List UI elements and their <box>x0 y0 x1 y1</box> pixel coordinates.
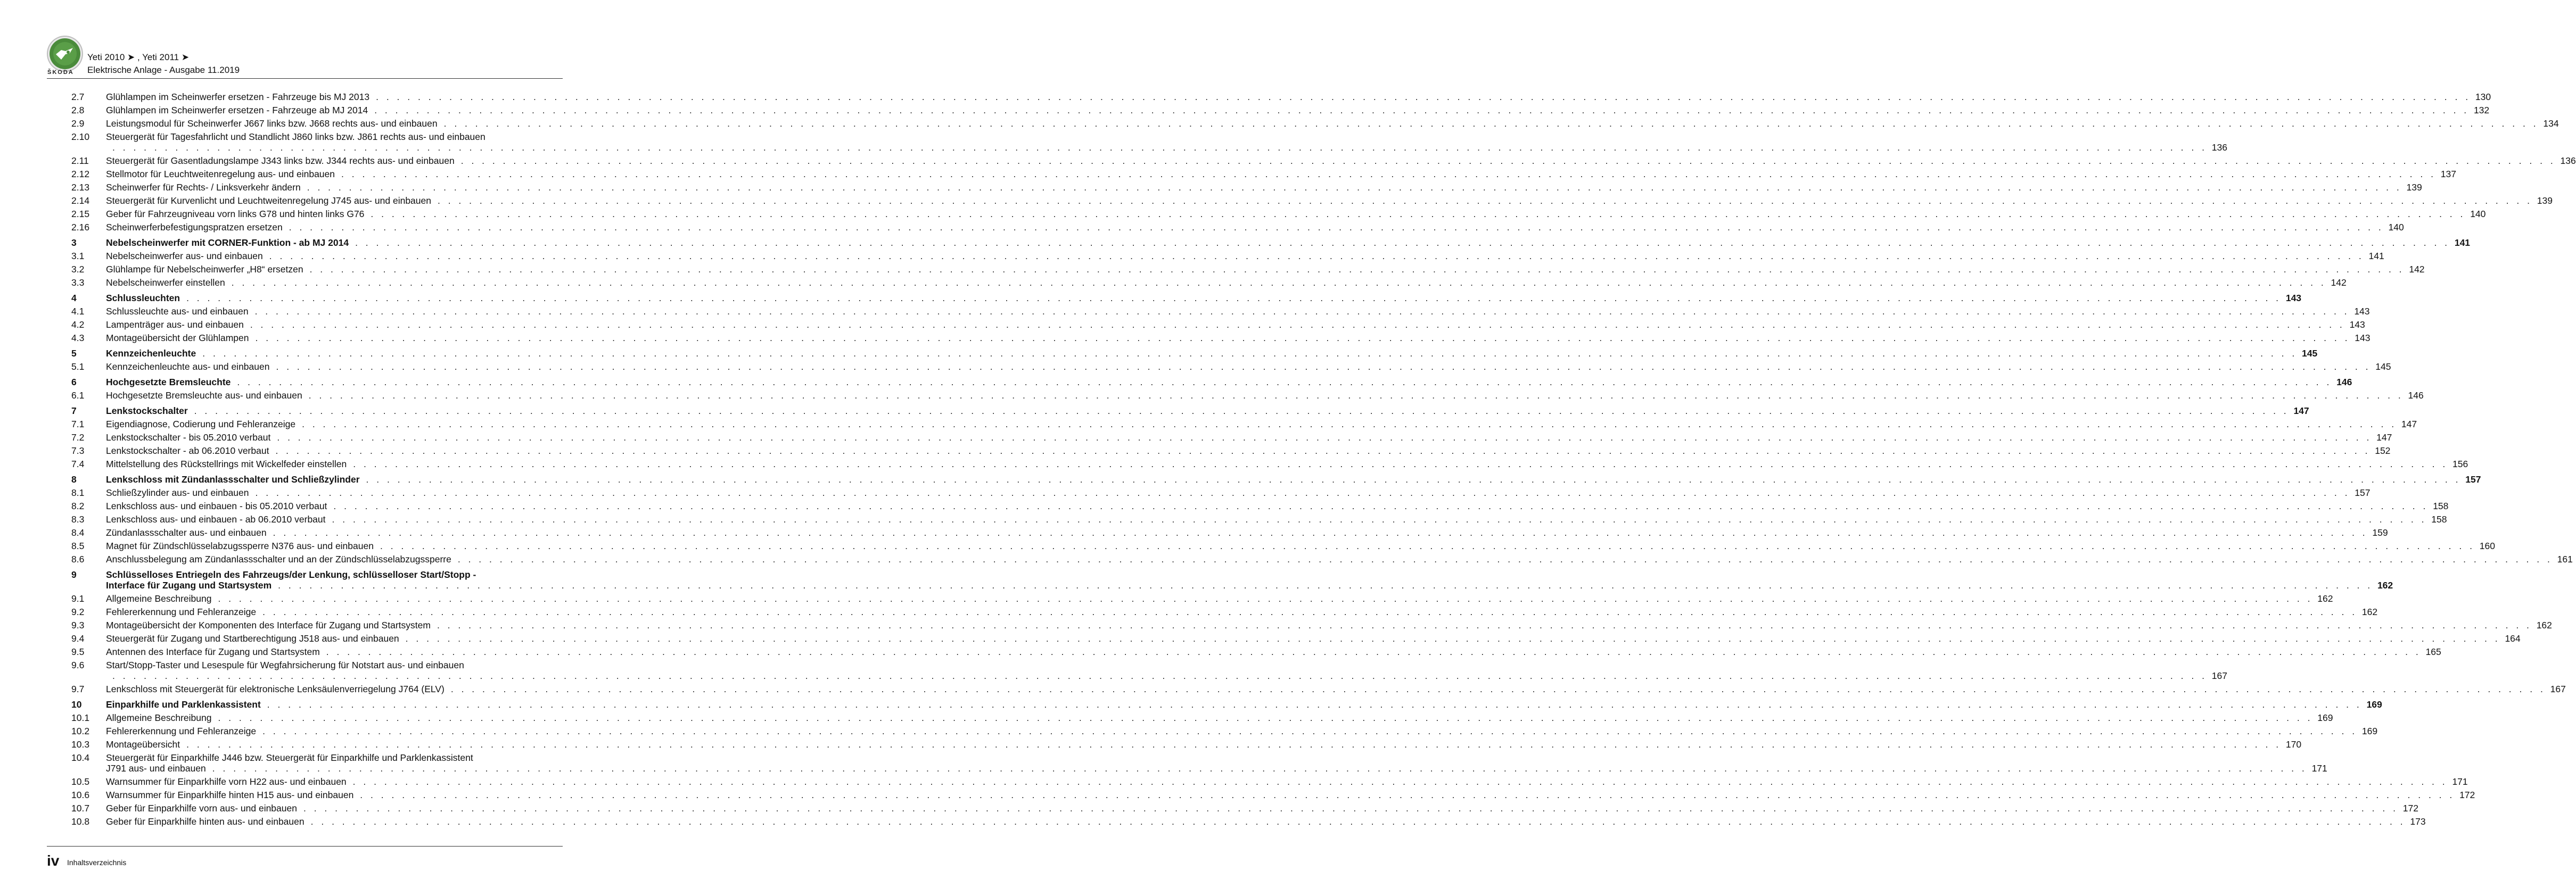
toc-entry-page: 143 <box>2355 333 2371 343</box>
toc-entry-page: 169 <box>2317 712 2333 723</box>
toc-entry-page: 130 <box>2475 92 2491 102</box>
dot-leader: . . . . . . . . . . . . . . . . . . . . . . . . . . . . . . . . . . . . . . . . . . . . . . . . . . . . . . . . . . . . . . . . . . . . . . . . . . . . . . . . . . . . . . . . . . . . . . . . . . . . . . . . . . . . . . . . . . . . . . . . . . . . . . . . . . . . . . . . . . . . . . . . . . . . . . . . . . . . . . . . . . . . . . . . . . . . . . . . . . . . . . . . . . . . . . . . . . . . . . . . <box>269 251 2364 261</box>
toc-entry-title: Allgemeine Beschreibung <box>106 712 212 723</box>
toc-entry-number: 2.13 <box>71 182 90 193</box>
toc-entry-page: 142 <box>2409 264 2425 275</box>
toc-entry-title: Lampenträger aus- und einbauen <box>106 319 244 330</box>
toc-entry-page: 145 <box>2301 348 2318 359</box>
dot-leader: . . . . . . . . . . . . . . . . . . . . . . . . . . . . . . . . . . . . . . . . . . . . . . . . . . . . . . . . . . . . . . . . . . . . . . . . . . . . . . . . . . . . . . . . . . . . . . . . . . . . . . . . . . . . . . . . . . . . . . . . . . . . . . . . . . . . . . . . . . . . . . . . . . . . . . . . . . . . . . . . . . . . . . . . . . . . . . . . . . . . . . . . . . . . . . . . . . . . . . . . <box>212 763 2307 774</box>
toc-entry-number: 2.7 <box>71 92 85 102</box>
toc-entry-number: 7.4 <box>71 459 85 469</box>
toc-entry-title: Magnet für Zündschlüsselabzugssperre N376 aus- und einbauen <box>106 541 374 551</box>
toc-entry-page: 157 <box>2355 487 2371 498</box>
toc-entry-number: 9.3 <box>71 620 85 630</box>
toc-entry-title: Fehlererkennung und Fehleranzeige <box>106 607 257 617</box>
model-title: Yeti 2010 ➤ , Yeti 2011 ➤ <box>87 52 190 62</box>
toc-entry-title: Einparkhilfe und Parklenkassistent <box>106 699 261 710</box>
toc-entry-number: 9 <box>71 569 77 580</box>
dot-leader: . . . . . . . . . . . . . . . . . . . . . . . . . . . . . . . . . . . . . . . . . . . . . . . . . . . . . . . . . . . . . . . . . . . . . . . . . . . . . . . . . . . . . . . . . . . . . . . . . . . . . . . . . . . . . . . . . . . . . . . . . . . . . . . . . . . . . . . . . . . . . . . . . . . . . . . . . . . . . . . . . . . . . . . . . . . . . . . . . . . . . . . . . . . . . . . . . . . . . . . . <box>267 699 2362 710</box>
dot-leader: . . . . . . . . . . . . . . . . . . . . . . . . . . . . . . . . . . . . . . . . . . . . . . . . . . . . . . . . . . . . . . . . . . . . . . . . . . . . . . . . . . . . . . . . . . . . . . . . . . . . . . . . . . . . . . . . . . . . . . . . . . . . . . . . . . . . . . . . . . . . . . . . . . . . . . . . . . . . . . . . . . . . . . . . . . . . . . . . . . . . . . . . . . . . . . . . . . . . . . . . <box>437 195 2532 206</box>
toc-entry-number: 10.7 <box>71 803 90 814</box>
toc-entry-page: 147 <box>2293 405 2309 416</box>
toc-entry-page: 159 <box>2372 527 2388 538</box>
toc-entry-title: Nebelscheinwerfer aus- und einbauen <box>106 251 263 261</box>
toc-entry-number: 10.3 <box>71 739 90 750</box>
toc-entry-page: 162 <box>2536 620 2552 630</box>
toc-entry-title: Glühlampe für Nebelscheinwerfer „H8“ ersetzen <box>106 264 303 275</box>
toc-entry-title: Kennzeichenleuchte <box>106 348 196 359</box>
skoda-logo-icon <box>50 38 80 69</box>
dot-leader: . . . . . . . . . . . . . . . . . . . . . . . . . . . . . . . . . . . . . . . . . . . . . . . . . . . . . . . . . . . . . . . . . . . . . . . . . . . . . . . . . . . . . . . . . . . . . . . . . . . . . . . . . . . . . . . . . . . . . . . . . . . . . . . . . . . . . . . . . . . . . . . . . . . . . . . . . . . . . . . . . . . . . . . . . . . . . . . . . . . . . . . . . . . . . . . . . . . . . . . . <box>303 803 2398 814</box>
toc-entry-number: 3.1 <box>71 251 85 261</box>
toc-entry-number: 4.3 <box>71 333 85 343</box>
toc-entry-number: 8.3 <box>71 514 85 525</box>
toc-entry-page: 132 <box>2473 105 2490 115</box>
dot-leader: . . . . . . . . . . . . . . . . . . . . . . . . . . . . . . . . . . . . . . . . . . . . . . . . . . . . . . . . . . . . . . . . . . . . . . . . . . . . . . . . . . . . . . . . . . . . . . . . . . . . . . . . . . . . . . . . . . . . . . . . . . . . . . . . . . . . . . . . . . . . . . . . . . . . . . . . . . . . . . . . . . . . . . . . . . . . . . . . . . . . . . . . . . . . . . . . . . . . . . . . <box>278 580 2373 591</box>
dot-leader: . . . . . . . . . . . . . . . . . . . . . . . . . . . . . . . . . . . . . . . . . . . . . . . . . . . . . . . . . . . . . . . . . . . . . . . . . . . . . . . . . . . . . . . . . . . . . . . . . . . . . . . . . . . . . . . . . . . . . . . . . . . . . . . . . . . . . . . . . . . . . . . . . . . . . . . . . . . . . . . . . . . . . . . . . . . . . . . . . . . . . . . . . . . . . . . . . . . . . . . . <box>309 264 2405 275</box>
dot-leader: . . . . . . . . . . . . . . . . . . . . . . . . . . . . . . . . . . . . . . . . . . . . . . . . . . . . . . . . . . . . . . . . . . . . . . . . . . . . . . . . . . . . . . . . . . . . . . . . . . . . . . . . . . . . . . . . . . . . . . . . . . . . . . . . . . . . . . . . . . . . . . . . . . . . . . . . . . . . . . . . . . . . . . . . . . . . . . . . . . . . . . . . . . . . . . . . . . . . . . . . <box>353 459 2448 469</box>
toc-entry-page: 140 <box>2388 222 2404 233</box>
toc-entry-page: 136 <box>2560 155 2576 166</box>
dot-leader: . . . . . . . . . . . . . . . . . . . . . . . . . . . . . . . . . . . . . . . . . . . . . . . . . . . . . . . . . . . . . . . . . . . . . . . . . . . . . . . . . . . . . . . . . . . . . . . . . . . . . . . . . . . . . . . . . . . . . . . . . . . . . . . . . . . . . . . . . . . . . . . . . . . . . . . . . . . . . . . . . . . . . . . . . . . . . . . . . . . . . . . . . . . . . . . . . . . . . . . . <box>437 620 2532 630</box>
toc-entry-number: 4.2 <box>71 319 85 330</box>
toc-entry-title: Lenkstockschalter - bis 05.2010 verbaut <box>106 432 271 443</box>
dot-leader: . . . . . . . . . . . . . . . . . . . . . . . . . . . . . . . . . . . . . . . . . . . . . . . . . . . . . . . . . . . . . . . . . . . . . . . . . . . . . . . . . . . . . . . . . . . . . . . . . . . . . . . . . . . . . . . . . . . . . . . . . . . . . . . . . . . . . . . . . . . . . . . . . . . . . . . . . . . . . . . . . . . . . . . . . . . . . . . . . . . . . . . . . . . . . . . . . . . . . . . . <box>289 222 2384 233</box>
toc-entry-number: 10.2 <box>71 726 90 736</box>
dot-leader: . . . . . . . . . . . . . . . . . . . . . . . . . . . . . . . . . . . . . . . . . . . . . . . . . . . . . . . . . . . . . . . . . . . . . . . . . . . . . . . . . . . . . . . . . . . . . . . . . . . . . . . . . . . . . . . . . . . . . . . . . . . . . . . . . . . . . . . . . . . . . . . . . . . . . . . . . . . . . . . . . . . . . . . . . . . . . . . . . . . . . . . . . . . . . . . . . . . . . . . . <box>273 527 2368 538</box>
dot-leader: . . . . . . . . . . . . . . . . . . . . . . . . . . . . . . . . . . . . . . . . . . . . . . . . . . . . . . . . . . . . . . . . . . . . . . . . . . . . . . . . . . . . . . . . . . . . . . . . . . . . . . . . . . . . . . . . . . . . . . . . . . . . . . . . . . . . . . . . . . . . . . . . . . . . . . . . . . . . . . . . . . . . . . . . . . . . . . . . . . . . . . . . . . . . . . . . . . . . . . . . <box>194 405 2289 416</box>
dot-leader: . . . . . . . . . . . . . . . . . . . . . . . . . . . . . . . . . . . . . . . . . . . . . . . . . . . . . . . . . . . . . . . . . . . . . . . . . . . . . . . . . . . . . . . . . . . . . . . . . . . . . . . . . . . . . . . . . . . . . . . . . . . . . . . . . . . . . . . . . . . . . . . . . . . . . . . . . . . . . . . . . . . . . . . . . . . . . . . . . . . . . . . . . . . . . . . . . . . . . . . . <box>262 726 2358 736</box>
toc-entry-title: Steuergerät für Einparkhilfe J446 bzw. Steuergerät für Einparkhilfe und Parklenkassistent <box>106 752 473 763</box>
toc-entry-title: Anschlussbelegung am Zündanlassschalter und an der Zündschlüsselabzugssperre <box>106 554 451 565</box>
toc-entry-title: Lenkstockschalter - ab 06.2010 verbaut <box>106 445 269 456</box>
toc-entry-title: Scheinwerferbefestigungspratzen ersetzen <box>106 222 283 233</box>
toc-entry-page: 171 <box>2452 776 2468 787</box>
toc-entry-number: 9.5 <box>71 646 85 657</box>
toc-entry-page: 164 <box>2505 633 2521 644</box>
toc-entry-number: 6 <box>71 377 77 387</box>
toc-entry-number: 7.1 <box>71 419 85 429</box>
dot-leader: . . . . . . . . . . . . . . . . . . . . . . . . . . . . . . . . . . . . . . . . . . . . . . . . . . . . . . . . . . . . . . . . . . . . . . . . . . . . . . . . . . . . . . . . . . . . . . . . . . . . . . . . . . . . . . . . . . . . . . . . . . . . . . . . . . . . . . . . . . . . . . . . . . . . . . . . . . . . . . . . . . . . . . . . . . . . . . . . . . . . . . . . . . . . . . . . . . . . . . . . <box>443 118 2539 129</box>
toc-entry-title: Montageübersicht der Komponenten des Interface für Zugang und Startsystem <box>106 620 431 630</box>
dot-leader: . . . . . . . . . . . . . . . . . . . . . . . . . . . . . . . . . . . . . . . . . . . . . . . . . . . . . . . . . . . . . . . . . . . . . . . . . . . . . . . . . . . . . . . . . . . . . . . . . . . . . . . . . . . . . . . . . . . . . . . . . . . . . . . . . . . . . . . . . . . . . . . . . . . . . . . . . . . . . . . . . . . . . . . . . . . . . . . . . . . . . . . . . . . . . . . . . . . . . . . . <box>275 445 2371 456</box>
page-header <box>0 0 634 80</box>
toc-entry-title: Steuergerät für Gasentladungslampe J343 links bzw. J344 rechts aus- und einbauen <box>106 155 455 166</box>
dot-leader: . . . . . . . . . . . . . . . . . . . . . . . . . . . . . . . . . . . . . . . . . . . . . . . . . . . . . . . . . . . . . . . . . . . . . . . . . . . . . . . . . . . . . . . . . . . . . . . . . . . . . . . . . . . . . . . . . . . . . . . . . . . . . . . . . . . . . . . . . . . . . . . . . . . . . . . . . . . . . . . . . . . . . . . . . . . . . . . . . . . . . . . . . . . . . . . . . . . . . . . . <box>371 209 2466 219</box>
dot-leader: . . . . . . . . . . . . . . . . . . . . . . . . . . . . . . . . . . . . . . . . . . . . . . . . . . . . . . . . . . . . . . . . . . . . . . . . . . . . . . . . . . . . . . . . . . . . . . . . . . . . . . . . . . . . . . . . . . . . . . . . . . . . . . . . . . . . . . . . . . . . . . . . . . . . . . . . . . . . . . . . . . . . . . . . . . . . . . . . . . . . . . . . . . . . . . . . . . . . . . . . <box>262 607 2358 617</box>
toc-entry-title: Lenkschloss mit Zündanlassschalter und Schließzylinder <box>106 474 360 485</box>
toc-entry-number: 8.1 <box>71 487 85 498</box>
toc-entry-title: Antennen des Interface für Zugang und Startsystem <box>106 646 320 657</box>
toc-entry-page: 158 <box>2433 501 2449 511</box>
dot-leader: . . . . . . . . . . . . . . . . . . . . . . . . . . . . . . . . . . . . . . . . . . . . . . . . . . . . . . . . . . . . . . . . . . . . . . . . . . . . . . . . . . . . . . . . . . . . . . . . . . . . . . . . . . . . . . . . . . . . . . . . . . . . . . . . . . . . . . . . . . . . . . . . . . . . . . . . . . . . . . . . . . . . . . . . . . . . . . . . . . . . . . . . . . . . . . . . . . . . . . . . <box>112 142 2207 153</box>
dot-leader: . . . . . . . . . . . . . . . . . . . . . . . . . . . . . . . . . . . . . . . . . . . . . . . . . . . . . . . . . . . . . . . . . . . . . . . . . . . . . . . . . . . . . . . . . . . . . . . . . . . . . . . . . . . . . . . . . . . . . . . . . . . . . . . . . . . . . . . . . . . . . . . . . . . . . . . . . . . . . . . . . . . . . . . . . . . . . . . . . . . . . . . . . . . . . . . . . . . . . . . . <box>231 277 2326 288</box>
toc-entry-number: 10.8 <box>71 816 90 827</box>
toc-entry-number: 4.1 <box>71 306 85 317</box>
toc-entry-number: 3 <box>71 237 77 248</box>
toc-entry-number: 9.2 <box>71 607 85 617</box>
toc-entry-number: 7.3 <box>71 445 85 456</box>
toc-entry-number: 3.2 <box>71 264 85 275</box>
toc-entry-page: 172 <box>2402 803 2418 814</box>
toc-entry-page: 157 <box>2465 474 2481 485</box>
toc-entry-number: 8.5 <box>71 541 85 551</box>
dot-leader: . . . . . . . . . . . . . . . . . . . . . . . . . . . . . . . . . . . . . . . . . . . . . . . . . . . . . . . . . . . . . . . . . . . . . . . . . . . . . . . . . . . . . . . . . . . . . . . . . . . . . . . . . . . . . . . . . . . . . . . . . . . . . . . . . . . . . . . . . . . . . . . . . . . . . . . . . . . . . . . . . . . . . . . . . . . . . . . . . . . . . . . . . . . . . . . . . . . . . . . . <box>218 712 2313 723</box>
toc-entry-number: 2.15 <box>71 209 90 219</box>
toc-entry-page: 171 <box>2311 763 2327 774</box>
toc-entry-number: 2.14 <box>71 195 90 206</box>
dot-leader: . . . . . . . . . . . . . . . . . . . . . . . . . . . . . . . . . . . . . . . . . . . . . . . . . . . . . . . . . . . . . . . . . . . . . . . . . . . . . . . . . . . . . . . . . . . . . . . . . . . . . . . . . . . . . . . . . . . . . . . . . . . . . . . . . . . . . . . . . . . . . . . . . . . . . . . . . . . . . . . . . . . . . . . . . . . . . . . . . . . . . . . . . . . . . . . . . . . . . . . . <box>326 646 2421 657</box>
toc-entry-title: Schlussleuchte aus- und einbauen <box>106 306 249 317</box>
dot-leader: . . . . . . . . . . . . . . . . . . . . . . . . . . . . . . . . . . . . . . . . . . . . . . . . . . . . . . . . . . . . . . . . . . . . . . . . . . . . . . . . . . . . . . . . . . . . . . . . . . . . . . . . . . . . . . . . . . . . . . . . . . . . . . . . . . . . . . . . . . . . . . . . . . . . . . . . . . . . . . . . . . . . . . . . . . . . . . . . . . . . . . . . . . . . . . . . . . . . . . . . <box>255 487 2350 498</box>
dot-leader: . . . . . . . . . . . . . . . . . . . . . . . . . . . . . . . . . . . . . . . . . . . . . . . . . . . . . . . . . . . . . . . . . . . . . . . . . . . . . . . . . . . . . . . . . . . . . . . . . . . . . . . . . . . . . . . . . . . . . . . . . . . . . . . . . . . . . . . . . . . . . . . . . . . . . . . . . . . . . . . . . . . . . . . . . . . . . . . . . . . . . . . . . . . . . . . . . . . . . . . . <box>457 554 2553 565</box>
toc-entry-page: 145 <box>2375 361 2391 372</box>
toc-entry-page: 169 <box>2361 726 2378 736</box>
dot-leader: . . . . . . . . . . . . . . . . . . . . . . . . . . . . . . . . . . . . . . . . . . . . . . . . . . . . . . . . . . . . . . . . . . . . . . . . . . . . . . . . . . . . . . . . . . . . . . . . . . . . . . . . . . . . . . . . . . . . . . . . . . . . . . . . . . . . . . . . . . . . . . . . . . . . . . . . . . . . . . . . . . . . . . . . . . . . . . . . . . . . . . . . . . . . . . . . . . . . . . . . <box>376 92 2471 102</box>
toc-entry-title: Nebelscheinwerfer mit CORNER-Funktion - ab MJ 2014 <box>106 237 349 248</box>
dot-leader: . . . . . . . . . . . . . . . . . . . . . . . . . . . . . . . . . . . . . . . . . . . . . . . . . . . . . . . . . . . . . . . . . . . . . . . . . . . . . . . . . . . . . . . . . . . . . . . . . . . . . . . . . . . . . . . . . . . . . . . . . . . . . . . . . . . . . . . . . . . . . . . . . . . . . . . . . . . . . . . . . . . . . . . . . . . . . . . . . . . . . . . . . . . . . . . . . . . . . . . . <box>352 776 2448 787</box>
toc-entry-page: 160 <box>2479 541 2495 551</box>
toc-entry-title: Allgemeine Beschreibung <box>106 593 212 604</box>
toc-entry-title: Lenkstockschalter <box>106 405 188 416</box>
toc-entry-page: 143 <box>2354 306 2370 317</box>
toc-entry-page: 146 <box>2336 377 2352 387</box>
toc-entry-title: Leistungsmodul für Scheinwerfer J667 links bzw. J668 rechts aus- und einbauen <box>106 118 438 129</box>
toc-entry-number: 2.9 <box>71 118 85 129</box>
toc-entry-title: Steuergerät für Kurvenlicht und Leuchtweitenregelung J745 aus- und einbauen <box>106 195 431 206</box>
toc-entry-page: 137 <box>2440 169 2456 179</box>
winged-arrow-icon <box>50 38 80 69</box>
toc-entry-title: Zündanlassschalter aus- und einbauen <box>106 527 267 538</box>
toc-entry-page: 170 <box>2285 739 2302 750</box>
toc-entry-title: Mittelstellung des Rückstellrings mit Wickelfeder einstellen <box>106 459 347 469</box>
toc-entry-number: 8.6 <box>71 554 85 565</box>
toc-entry-number: 8 <box>71 474 77 485</box>
toc-entry-page: 172 <box>2459 790 2475 800</box>
dot-leader: . . . . . . . . . . . . . . . . . . . . . . . . . . . . . . . . . . . . . . . . . . . . . . . . . . . . . . . . . . . . . . . . . . . . . . . . . . . . . . . . . . . . . . . . . . . . . . . . . . . . . . . . . . . . . . . . . . . . . . . . . . . . . . . . . . . . . . . . . . . . . . . . . . . . . . . . . . . . . . . . . . . . . . . . . . . . . . . . . . . . . . . . . . . . . . . . . . . . . . . . <box>460 155 2556 166</box>
toc-entry-number: 10 <box>71 699 82 710</box>
toc-entry-number: 2.16 <box>71 222 90 233</box>
toc-entry-number: 10.1 <box>71 712 90 723</box>
toc-entry-title: Lenkschloss aus- und einbauen - bis 05.2010 verbaut <box>106 501 327 511</box>
page-number: iv <box>47 852 60 869</box>
toc-entry-title: Geber für Fahrzeugniveau vorn links G78 und hinten links G76 <box>106 209 365 219</box>
toc-entry-title: J791 aus- und einbauen <box>106 763 206 774</box>
toc-entry-title: Montageübersicht <box>106 739 180 750</box>
dot-leader: . . . . . . . . . . . . . . . . . . . . . . . . . . . . . . . . . . . . . . . . . . . . . . . . . . . . . . . . . . . . . . . . . . . . . . . . . . . . . . . . . . . . . . . . . . . . . . . . . . . . . . . . . . . . . . . . . . . . . . . . . . . . . . . . . . . . . . . . . . . . . . . . . . . . . . . . . . . . . . . . . . . . . . . . . . . . . . . . . . . . . . . . . . . . . . . . . . . . . . . . <box>355 237 2450 248</box>
toc-entry-title: Stellmotor für Leuchtweitenregelung aus- und einbauen <box>106 169 335 179</box>
dot-leader: . . . . . . . . . . . . . . . . . . . . . . . . . . . . . . . . . . . . . . . . . . . . . . . . . . . . . . . . . . . . . . . . . . . . . . . . . . . . . . . . . . . . . . . . . . . . . . . . . . . . . . . . . . . . . . . . . . . . . . . . . . . . . . . . . . . . . . . . . . . . . . . . . . . . . . . . . . . . . . . . . . . . . . . . . . . . . . . . . . . . . . . . . . . . . . . . . . . . . . . . <box>333 501 2429 511</box>
toc-entry-title: Scheinwerfer für Rechts- / Linksverkehr ändern <box>106 182 301 193</box>
dot-leader: . . . . . . . . . . . . . . . . . . . . . . . . . . . . . . . . . . . . . . . . . . . . . . . . . . . . . . . . . . . . . . . . . . . . . . . . . . . . . . . . . . . . . . . . . . . . . . . . . . . . . . . . . . . . . . . . . . . . . . . . . . . . . . . . . . . . . . . . . . . . . . . . . . . . . . . . . . . . . . . . . . . . . . . . . . . . . . . . . . . . . . . . . . . . . . . . . . . . . . . . <box>341 169 2436 179</box>
toc-entry-number: 2.10 <box>71 131 90 142</box>
toc-entry-title: Fehlererkennung und Fehleranzeige <box>106 726 257 736</box>
toc-entry-page: 169 <box>2366 699 2382 710</box>
toc-entry-number: 7 <box>71 405 77 416</box>
toc-entry-number: 5.1 <box>71 361 85 372</box>
toc-entry-number: 10.6 <box>71 790 90 800</box>
toc-entry-title: Geber für Einparkhilfe vorn aus- und einbauen <box>106 803 297 814</box>
toc-entry-page: 162 <box>2361 607 2378 617</box>
toc-entry-page: 152 <box>2375 445 2391 456</box>
toc-entry-title: Hochgesetzte Bremsleuchte aus- und einbauen <box>106 390 302 401</box>
toc-entry-page: 140 <box>2470 209 2486 219</box>
toc-entry-title: Start/Stopp-Taster und Lesespule für Wegfahrsicherung für Notstart aus- und einbauen <box>106 660 464 670</box>
toc-entry-page: 147 <box>2401 419 2417 429</box>
dot-leader: . . . . . . . . . . . . . . . . . . . . . . . . . . . . . . . . . . . . . . . . . . . . . . . . . . . . . . . . . . . . . . . . . . . . . . . . . . . . . . . . . . . . . . . . . . . . . . . . . . . . . . . . . . . . . . . . . . . . . . . . . . . . . . . . . . . . . . . . . . . . . . . . . . . . . . . . . . . . . . . . . . . . . . . . . . . . . . . . . . . . . . . . . . . . . . . . . . . . . . . . <box>405 633 2500 644</box>
toc-entry-page: 134 <box>2543 118 2559 129</box>
dot-leader: . . . . . . . . . . . . . . . . . . . . . . . . . . . . . . . . . . . . . . . . . . . . . . . . . . . . . . . . . . . . . . . . . . . . . . . . . . . . . . . . . . . . . . . . . . . . . . . . . . . . . . . . . . . . . . . . . . . . . . . . . . . . . . . . . . . . . . . . . . . . . . . . . . . . . . . . . . . . . . . . . . . . . . . . . . . . . . . . . . . . . . . . . . . . . . . . . . . . . . . . <box>374 105 2470 115</box>
toc-entry-title: Kennzeichenleuchte aus- und einbauen <box>106 361 270 372</box>
toc-entry-number: 10.4 <box>71 752 90 763</box>
toc-entry-number: 9.7 <box>71 684 85 694</box>
toc-entry-number: 9.1 <box>71 593 85 604</box>
dot-leader: . . . . . . . . . . . . . . . . . . . . . . . . . . . . . . . . . . . . . . . . . . . . . . . . . . . . . . . . . . . . . . . . . . . . . . . . . . . . . . . . . . . . . . . . . . . . . . . . . . . . . . . . . . . . . . . . . . . . . . . . . . . . . . . . . . . . . . . . . . . . . . . . . . . . . . . . . . . . . . . . . . . . . . . . . . . . . . . . . . . . . . . . . . . . . . . . . . . . . . . . <box>237 377 2332 387</box>
toc-entry-number: 9.6 <box>71 660 85 670</box>
toc-entry-page: 167 <box>2550 684 2566 694</box>
toc-entry-number: 7.2 <box>71 432 85 443</box>
dot-leader: . . . . . . . . . . . . . . . . . . . . . . . . . . . . . . . . . . . . . . . . . . . . . . . . . . . . . . . . . . . . . . . . . . . . . . . . . . . . . . . . . . . . . . . . . . . . . . . . . . . . . . . . . . . . . . . . . . . . . . . . . . . . . . . . . . . . . . . . . . . . . . . . . . . . . . . . . . . . . . . . . . . . . . . . . . . . . . . . . . . . . . . . . . . . . . . . . . . . . . . . <box>250 319 2345 330</box>
toc-entry-title: Schließzylinder aus- und einbauen <box>106 487 249 498</box>
dot-leader: . . . . . . . . . . . . . . . . . . . . . . . . . . . . . . . . . . . . . . . . . . . . . . . . . . . . . . . . . . . . . . . . . . . . . . . . . . . . . . . . . . . . . . . . . . . . . . . . . . . . . . . . . . . . . . . . . . . . . . . . . . . . . . . . . . . . . . . . . . . . . . . . . . . . . . . . . . . . . . . . . . . . . . . . . . . . . . . . . . . . . . . . . . . . . . . . . . . . . . . . <box>332 514 2427 525</box>
toc-entry-title: Nebelscheinwerfer einstellen <box>106 277 225 288</box>
toc-entry-page: 139 <box>2537 195 2553 206</box>
toc-entry-title: Lenkschloss mit Steuergerät für elektronische Lenksäulenverriegelung J764 (ELV) <box>106 684 445 694</box>
toc-entry-number: 3.3 <box>71 277 85 288</box>
toc-entry-page: 142 <box>2331 277 2347 288</box>
dot-leader: . . . . . . . . . . . . . . . . . . . . . . . . . . . . . . . . . . . . . . . . . . . . . . . . . . . . . . . . . . . . . . . . . . . . . . . . . . . . . . . . . . . . . . . . . . . . . . . . . . . . . . . . . . . . . . . . . . . . . . . . . . . . . . . . . . . . . . . . . . . . . . . . . . . . . . . . . . . . . . . . . . . . . . . . . . . . . . . . . . . . . . . . . . . . . . . . . . . . . . . . <box>366 474 2461 485</box>
dot-leader: . . . . . . . . . . . . . . . . . . . . . . . . . . . . . . . . . . . . . . . . . . . . . . . . . . . . . . . . . . . . . . . . . . . . . . . . . . . . . . . . . . . . . . . . . . . . . . . . . . . . . . . . . . . . . . . . . . . . . . . . . . . . . . . . . . . . . . . . . . . . . . . . . . . . . . . . . . . . . . . . . . . . . . . . . . . . . . . . . . . . . . . . . . . . . . . . . . . . . . . . <box>307 182 2402 193</box>
toc-entry-page: 141 <box>2368 251 2384 261</box>
toc-entry-number: 6.1 <box>71 390 85 401</box>
dot-leader: . . . . . . . . . . . . . . . . . . . . . . . . . . . . . . . . . . . . . . . . . . . . . . . . . . . . . . . . . . . . . . . . . . . . . . . . . . . . . . . . . . . . . . . . . . . . . . . . . . . . . . . . . . . . . . . . . . . . . . . . . . . . . . . . . . . . . . . . . . . . . . . . . . . . . . . . . . . . . . . . . . . . . . . . . . . . . . . . . . . . . . . . . . . . . . . . . . . . . . . . <box>450 684 2546 694</box>
toc-entry-page: 167 <box>2211 670 2227 681</box>
toc-entry-title: Schlüsselloses Entriegeln des Fahrzeugs/der Lenkung, schlüsselloser Start/Stopp - <box>106 569 476 580</box>
dot-leader: . . . . . . . . . . . . . . . . . . . . . . . . . . . . . . . . . . . . . . . . . . . . . . . . . . . . . . . . . . . . . . . . . . . . . . . . . . . . . . . . . . . . . . . . . . . . . . . . . . . . . . . . . . . . . . . . . . . . . . . . . . . . . . . . . . . . . . . . . . . . . . . . . . . . . . . . . . . . . . . . . . . . . . . . . . . . . . . . . . . . . . . . . . . . . . . . . . . . . . . . <box>112 670 2207 681</box>
dot-leader: . . . . . . . . . . . . . . . . . . . . . . . . . . . . . . . . . . . . . . . . . . . . . . . . . . . . . . . . . . . . . . . . . . . . . . . . . . . . . . . . . . . . . . . . . . . . . . . . . . . . . . . . . . . . . . . . . . . . . . . . . . . . . . . . . . . . . . . . . . . . . . . . . . . . . . . . . . . . . . . . . . . . . . . . . . . . . . . . . . . . . . . . . . . . . . . . . . . . . . . . <box>218 593 2313 604</box>
dot-leader: . . . . . . . . . . . . . . . . . . . . . . . . . . . . . . . . . . . . . . . . . . . . . . . . . . . . . . . . . . . . . . . . . . . . . . . . . . . . . . . . . . . . . . . . . . . . . . . . . . . . . . . . . . . . . . . . . . . . . . . . . . . . . . . . . . . . . . . . . . . . . . . . . . . . . . . . . . . . . . . . . . . . . . . . . . . . . . . . . . . . . . . . . . . . . . . . . . . . . . . . <box>186 293 2282 303</box>
toc-entry-page: 146 <box>2408 390 2424 401</box>
footer-divider <box>47 846 563 847</box>
toc-entry-title: Glühlampen im Scheinwerfer ersetzen - Fahrzeuge bis MJ 2013 <box>106 92 370 102</box>
dot-leader: . . . . . . . . . . . . . . . . . . . . . . . . . . . . . . . . . . . . . . . . . . . . . . . . . . . . . . . . . . . . . . . . . . . . . . . . . . . . . . . . . . . . . . . . . . . . . . . . . . . . . . . . . . . . . . . . . . . . . . . . . . . . . . . . . . . . . . . . . . . . . . . . . . . . . . . . . . . . . . . . . . . . . . . . . . . . . . . . . . . . . . . . . . . . . . . . . . . . . . . . <box>277 432 2372 443</box>
toc-entry-page: 147 <box>2376 432 2392 443</box>
toc-entry-page: 162 <box>2377 580 2393 591</box>
toc-entry-page: 158 <box>2431 514 2447 525</box>
toc-entry-title: Glühlampen im Scheinwerfer ersetzen - Fahrzeuge ab MJ 2014 <box>106 105 368 115</box>
toc-entry-title: Steuergerät für Tagesfahrlicht und Standlicht J860 links bzw. J861 rechts aus- und einbauen <box>106 131 485 142</box>
toc-entry-title: Warnsummer für Einparkhilfe vorn H22 aus- und einbauen <box>106 776 347 787</box>
dot-leader: . . . . . . . . . . . . . . . . . . . . . . . . . . . . . . . . . . . . . . . . . . . . . . . . . . . . . . . . . . . . . . . . . . . . . . . . . . . . . . . . . . . . . . . . . . . . . . . . . . . . . . . . . . . . . . . . . . . . . . . . . . . . . . . . . . . . . . . . . . . . . . . . . . . . . . . . . . . . . . . . . . . . . . . . . . . . . . . . . . . . . . . . . . . . . . . . . . . . . . . . <box>255 333 2350 343</box>
toc-entry-number: 5 <box>71 348 77 359</box>
toc-entry-title: Lenkschloss aus- und einbauen - ab 06.2010 verbaut <box>106 514 326 525</box>
toc-entry-title: Montageübersicht der Glühlampen <box>106 333 249 343</box>
toc-entry-number: 2.8 <box>71 105 85 115</box>
toc-entry-title: Schlussleuchten <box>106 293 180 303</box>
toc-entry-page: 143 <box>2285 293 2302 303</box>
toc-entry-number: 2.12 <box>71 169 90 179</box>
toc-entry-page: 156 <box>2452 459 2468 469</box>
dot-leader: . . . . . . . . . . . . . . . . . . . . . . . . . . . . . . . . . . . . . . . . . . . . . . . . . . . . . . . . . . . . . . . . . . . . . . . . . . . . . . . . . . . . . . . . . . . . . . . . . . . . . . . . . . . . . . . . . . . . . . . . . . . . . . . . . . . . . . . . . . . . . . . . . . . . . . . . . . . . . . . . . . . . . . . . . . . . . . . . . . . . . . . . . . . . . . . . . . . . . . . . <box>308 390 2404 401</box>
toc-entry-number: 9.4 <box>71 633 85 644</box>
dot-leader: . . . . . . . . . . . . . . . . . . . . . . . . . . . . . . . . . . . . . . . . . . . . . . . . . . . . . . . . . . . . . . . . . . . . . . . . . . . . . . . . . . . . . . . . . . . . . . . . . . . . . . . . . . . . . . . . . . . . . . . . . . . . . . . . . . . . . . . . . . . . . . . . . . . . . . . . . . . . . . . . . . . . . . . . . . . . . . . . . . . . . . . . . . . . . . . . . . . . . . . . <box>360 790 2455 800</box>
dot-leader: . . . . . . . . . . . . . . . . . . . . . . . . . . . . . . . . . . . . . . . . . . . . . . . . . . . . . . . . . . . . . . . . . . . . . . . . . . . . . . . . . . . . . . . . . . . . . . . . . . . . . . . . . . . . . . . . . . . . . . . . . . . . . . . . . . . . . . . . . . . . . . . . . . . . . . . . . . . . . . . . . . . . . . . . . . . . . . . . . . . . . . . . . . . . . . . . . . . . . . . . <box>186 739 2282 750</box>
dot-leader: . . . . . . . . . . . . . . . . . . . . . . . . . . . . . . . . . . . . . . . . . . . . . . . . . . . . . . . . . . . . . . . . . . . . . . . . . . . . . . . . . . . . . . . . . . . . . . . . . . . . . . . . . . . . . . . . . . . . . . . . . . . . . . . . . . . . . . . . . . . . . . . . . . . . . . . . . . . . . . . . . . . . . . . . . . . . . . . . . . . . . . . . . . . . . . . . . . . . . . . . <box>380 541 2475 551</box>
toc-entry-page: 161 <box>2557 554 2573 565</box>
toc-entry-number: 4 <box>71 293 77 303</box>
dot-leader: . . . . . . . . . . . . . . . . . . . . . . . . . . . . . . . . . . . . . . . . . . . . . . . . . . . . . . . . . . . . . . . . . . . . . . . . . . . . . . . . . . . . . . . . . . . . . . . . . . . . . . . . . . . . . . . . . . . . . . . . . . . . . . . . . . . . . . . . . . . . . . . . . . . . . . . . . . . . . . . . . . . . . . . . . . . . . . . . . . . . . . . . . . . . . . . . . . . . . . . . <box>254 306 2350 317</box>
toc-entry-title: Hochgesetzte Bremsleuchte <box>106 377 231 387</box>
toc-entry-number: 10.5 <box>71 776 90 787</box>
toc-entry-title: Geber für Einparkhilfe hinten aus- und einbauen <box>106 816 304 827</box>
footer-section-label: Inhaltsverzeichnis <box>67 858 127 867</box>
toc-entry-page: 165 <box>2425 646 2441 657</box>
toc-entry-page: 143 <box>2349 319 2365 330</box>
toc-entry-page: 141 <box>2454 237 2471 248</box>
toc-entry-title: Warnsummer für Einparkhilfe hinten H15 aus- und einbauen <box>106 790 354 800</box>
toc-entry-title: Interface für Zugang und Startsystem <box>106 580 272 591</box>
toc-entry-page: 162 <box>2317 593 2333 604</box>
toc-entry-number: 2.11 <box>71 155 89 166</box>
dot-leader: . . . . . . . . . . . . . . . . . . . . . . . . . . . . . . . . . . . . . . . . . . . . . . . . . . . . . . . . . . . . . . . . . . . . . . . . . . . . . . . . . . . . . . . . . . . . . . . . . . . . . . . . . . . . . . . . . . . . . . . . . . . . . . . . . . . . . . . . . . . . . . . . . . . . . . . . . . . . . . . . . . . . . . . . . . . . . . . . . . . . . . . . . . . . . . . . . . . . . . . . <box>302 419 2397 429</box>
dot-leader: . . . . . . . . . . . . . . . . . . . . . . . . . . . . . . . . . . . . . . . . . . . . . . . . . . . . . . . . . . . . . . . . . . . . . . . . . . . . . . . . . . . . . . . . . . . . . . . . . . . . . . . . . . . . . . . . . . . . . . . . . . . . . . . . . . . . . . . . . . . . . . . . . . . . . . . . . . . . . . . . . . . . . . . . . . . . . . . . . . . . . . . . . . . . . . . . . . . . . . . . <box>310 816 2406 827</box>
manual-subtitle: Elektrische Anlage - Ausgabe 11.2019 <box>87 65 240 75</box>
toc-entry-page: 173 <box>2410 816 2426 827</box>
toc-entry-title: Steuergerät für Zugang und Startberechtigung J518 aus- und einbauen <box>106 633 399 644</box>
toc-entry-number: 8.4 <box>71 527 85 538</box>
toc-entry-number: 8.2 <box>71 501 85 511</box>
header-divider <box>47 78 563 79</box>
dot-leader: . . . . . . . . . . . . . . . . . . . . . . . . . . . . . . . . . . . . . . . . . . . . . . . . . . . . . . . . . . . . . . . . . . . . . . . . . . . . . . . . . . . . . . . . . . . . . . . . . . . . . . . . . . . . . . . . . . . . . . . . . . . . . . . . . . . . . . . . . . . . . . . . . . . . . . . . . . . . . . . . . . . . . . . . . . . . . . . . . . . . . . . . . . . . . . . . . . . . . . . . <box>202 348 2298 359</box>
toc-entry-page: 139 <box>2406 182 2422 193</box>
brand-name: ŠKODA <box>47 69 74 76</box>
toc-entry-title: Eigendiagnose, Codierung und Fehleranzeige <box>106 419 296 429</box>
toc-entry-page: 136 <box>2211 142 2227 153</box>
dot-leader: . . . . . . . . . . . . . . . . . . . . . . . . . . . . . . . . . . . . . . . . . . . . . . . . . . . . . . . . . . . . . . . . . . . . . . . . . . . . . . . . . . . . . . . . . . . . . . . . . . . . . . . . . . . . . . . . . . . . . . . . . . . . . . . . . . . . . . . . . . . . . . . . . . . . . . . . . . . . . . . . . . . . . . . . . . . . . . . . . . . . . . . . . . . . . . . . . . . . . . . . <box>276 361 2371 372</box>
